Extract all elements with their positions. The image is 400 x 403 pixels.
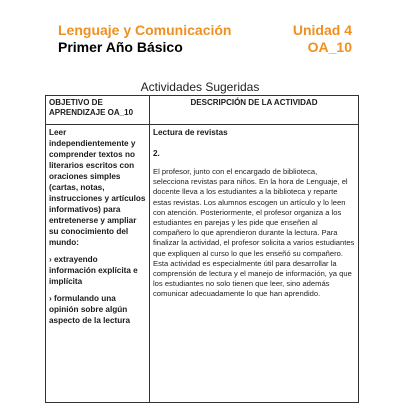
subject-title: Lenguaje y Comunicación [58, 22, 232, 38]
description-cell [150, 125, 359, 403]
table-header-row [46, 96, 359, 125]
activity-number: 2. [153, 149, 160, 158]
objective-column-header: OBJETIVO DE APRENDIZAJE OA_10 [46, 96, 150, 125]
objective-bullet: › extrayendo información explícita e implícita [49, 255, 138, 286]
section-title: Actividades Sugeridas [140, 80, 260, 94]
activities-table [45, 95, 359, 403]
objective-cell [46, 125, 150, 403]
table-row [46, 125, 359, 403]
unit-label: Unidad 4 [292, 22, 352, 38]
oa-label: OA_10 [307, 39, 352, 55]
objective-text: Leer independientemente y comprender textos no literarios escritos con oraciones simples (cartas, notas, instrucciones y artículos informativos) para entretenerse y ampliar su conocimiento del mundo: [49, 128, 146, 247]
description-column-header: DESCRIPCIÓN DE LA ACTIVIDAD [150, 96, 359, 125]
activity-title: Lectura de revistas [153, 128, 228, 137]
grade-title: Primer Año Básico [58, 39, 183, 55]
activity-description: El profesor, junto con el encargado de biblioteca, selecciona revistas para niños. En la hora de Lenguaje, el docente lleva a los estudiantes a la biblioteca y reparte estas revistas. Los alumnos escogen un artículo y lo leen con atención. Posteriormente, el profesor organiza a los estudiantes en parejas y les pide que enseñen al compañero lo que aprendieron durante la lectura. Para finalizar la actividad, el profesor solicita a varios estudiantes que expliquen al curso lo que les enseñó su compañero. Esta actividad es especialmente útil para desarrollar la comprensión de lectura y el manejo de información, ya que los estudiantes no solo tienen que leer, sino además comunicar adecuadamente lo que han aprendido. [153, 167, 355, 299]
objective-bullet: › formulando una opinión sobre algún aspecto de la lectura [49, 294, 130, 325]
page-header [58, 22, 354, 56]
